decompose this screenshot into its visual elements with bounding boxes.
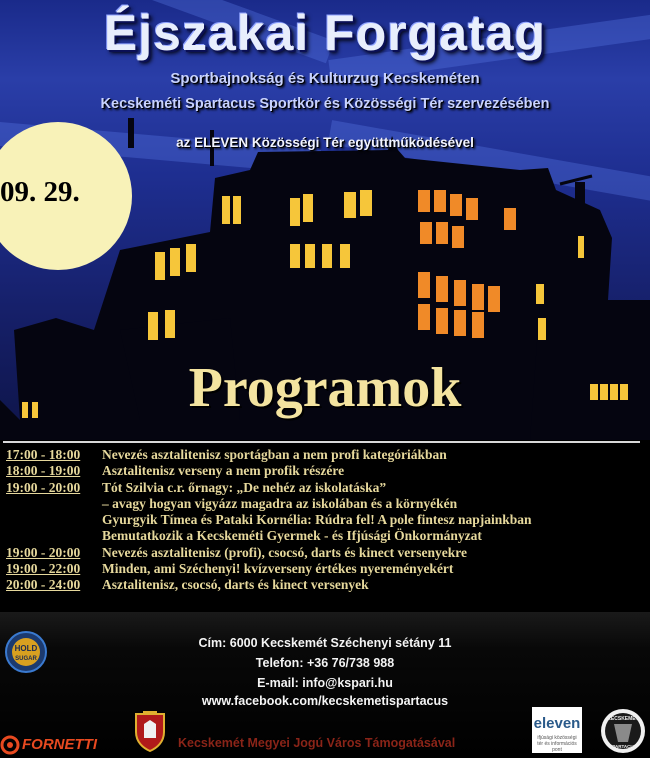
programs-heading: Programok — [188, 357, 462, 419]
schedule-description: Gyurgyik Tímea és Pataki Kornélia: Rúdra fel! A pole fintesz napjainkban — [102, 512, 532, 528]
schedule-row-continuation — [0, 512, 650, 528]
fornetti-swirl-icon — [0, 735, 20, 755]
schedule-row — [0, 561, 650, 577]
event-title: Éjszakai Forgatag — [103, 5, 547, 61]
spartacus-logo-subtext: SPARTACUS — [609, 744, 637, 749]
city-support-note: Kecskemét Megyei Jogú Város Támogatásával — [178, 736, 456, 750]
schedule-time: 19:00 - 20:00 — [6, 544, 81, 560]
schedule-row — [0, 577, 650, 593]
schedule-time: 19:00 - 22:00 — [6, 561, 81, 577]
spartacus-club-logo — [600, 708, 646, 754]
schedule-row — [0, 480, 650, 496]
schedule-description: Asztalitenisz verseny a nem profik részére — [102, 463, 345, 479]
subtitle-organizer: Kecskeméti Spartacus Sportkör és Közösségi Tér szervezésében — [100, 96, 550, 112]
program-schedule — [0, 447, 650, 594]
schedule-time: 19:00 - 20:00 — [6, 479, 81, 495]
hold-sugar-text-2: SUGAR — [15, 656, 37, 662]
event-date: 09. 29. — [0, 176, 80, 208]
schedule-description: Bemutatkozik a Kecskeméti Gyermek - és Ifjúsági Önkormányzat — [102, 528, 482, 544]
eleven-logo-tagline: ifjúsági közösségi tér és információs pont — [537, 735, 577, 753]
schedule-time: 17:00 - 18:00 — [6, 447, 81, 462]
contact-website[interactable]: www.facebook.com/kecskemetispartacus — [201, 694, 449, 708]
section-divider — [3, 441, 640, 443]
subtitle-partner: az ELEVEN Közösségi Tér együttműködésével — [176, 135, 474, 150]
schedule-row — [0, 545, 650, 561]
city-coat-of-arms-icon — [133, 710, 167, 752]
contact-phone: Telefon: +36 76/738 988 — [255, 656, 395, 670]
schedule-time: 18:00 - 19:00 — [6, 463, 81, 479]
schedule-description: Minden, ami Széchenyi! kvízverseny értékes nyereményekért — [102, 561, 454, 577]
schedule-description: Nevezés asztalitenisz sportágban a nem profi kategóriákban — [102, 447, 447, 462]
schedule-row-continuation — [0, 496, 650, 512]
schedule-time: 20:00 - 24:00 — [6, 577, 81, 593]
subtitle-sport: Sportbajnokság és Kulturzug Kecskeméten — [170, 70, 480, 87]
eleven-logo-text: eleven — [533, 715, 581, 732]
fornetti-logo-text: FORNETTI — [22, 736, 97, 753]
schedule-description: Asztalitenisz, csocsó, darts és kinect versenyek — [102, 577, 369, 593]
schedule-row — [0, 447, 650, 463]
spartacus-logo-text: KECSKEMÉT — [607, 716, 639, 722]
schedule-description: – avagy hogyan vigyázz magadra az iskolában és a környékén — [102, 495, 458, 511]
fornetti-logo — [0, 733, 133, 758]
schedule-description: Nevezés asztalitenisz (profi), csocsó, darts és kinect versenyekre — [102, 544, 468, 560]
contact-email[interactable]: E-mail: info@kspari.hu — [257, 676, 393, 690]
eleven-logo — [532, 707, 582, 753]
hold-sugar-text-1: HOLD — [14, 644, 38, 653]
contact-address: Cím: 6000 Kecskemét Széchenyi sétány 11 — [198, 636, 452, 650]
schedule-row-continuation — [0, 528, 650, 544]
schedule-description: Tót Szilvia c.r. őrnagy: „De nehéz az iskolatáska” — [102, 479, 387, 495]
schedule-row — [0, 463, 650, 479]
